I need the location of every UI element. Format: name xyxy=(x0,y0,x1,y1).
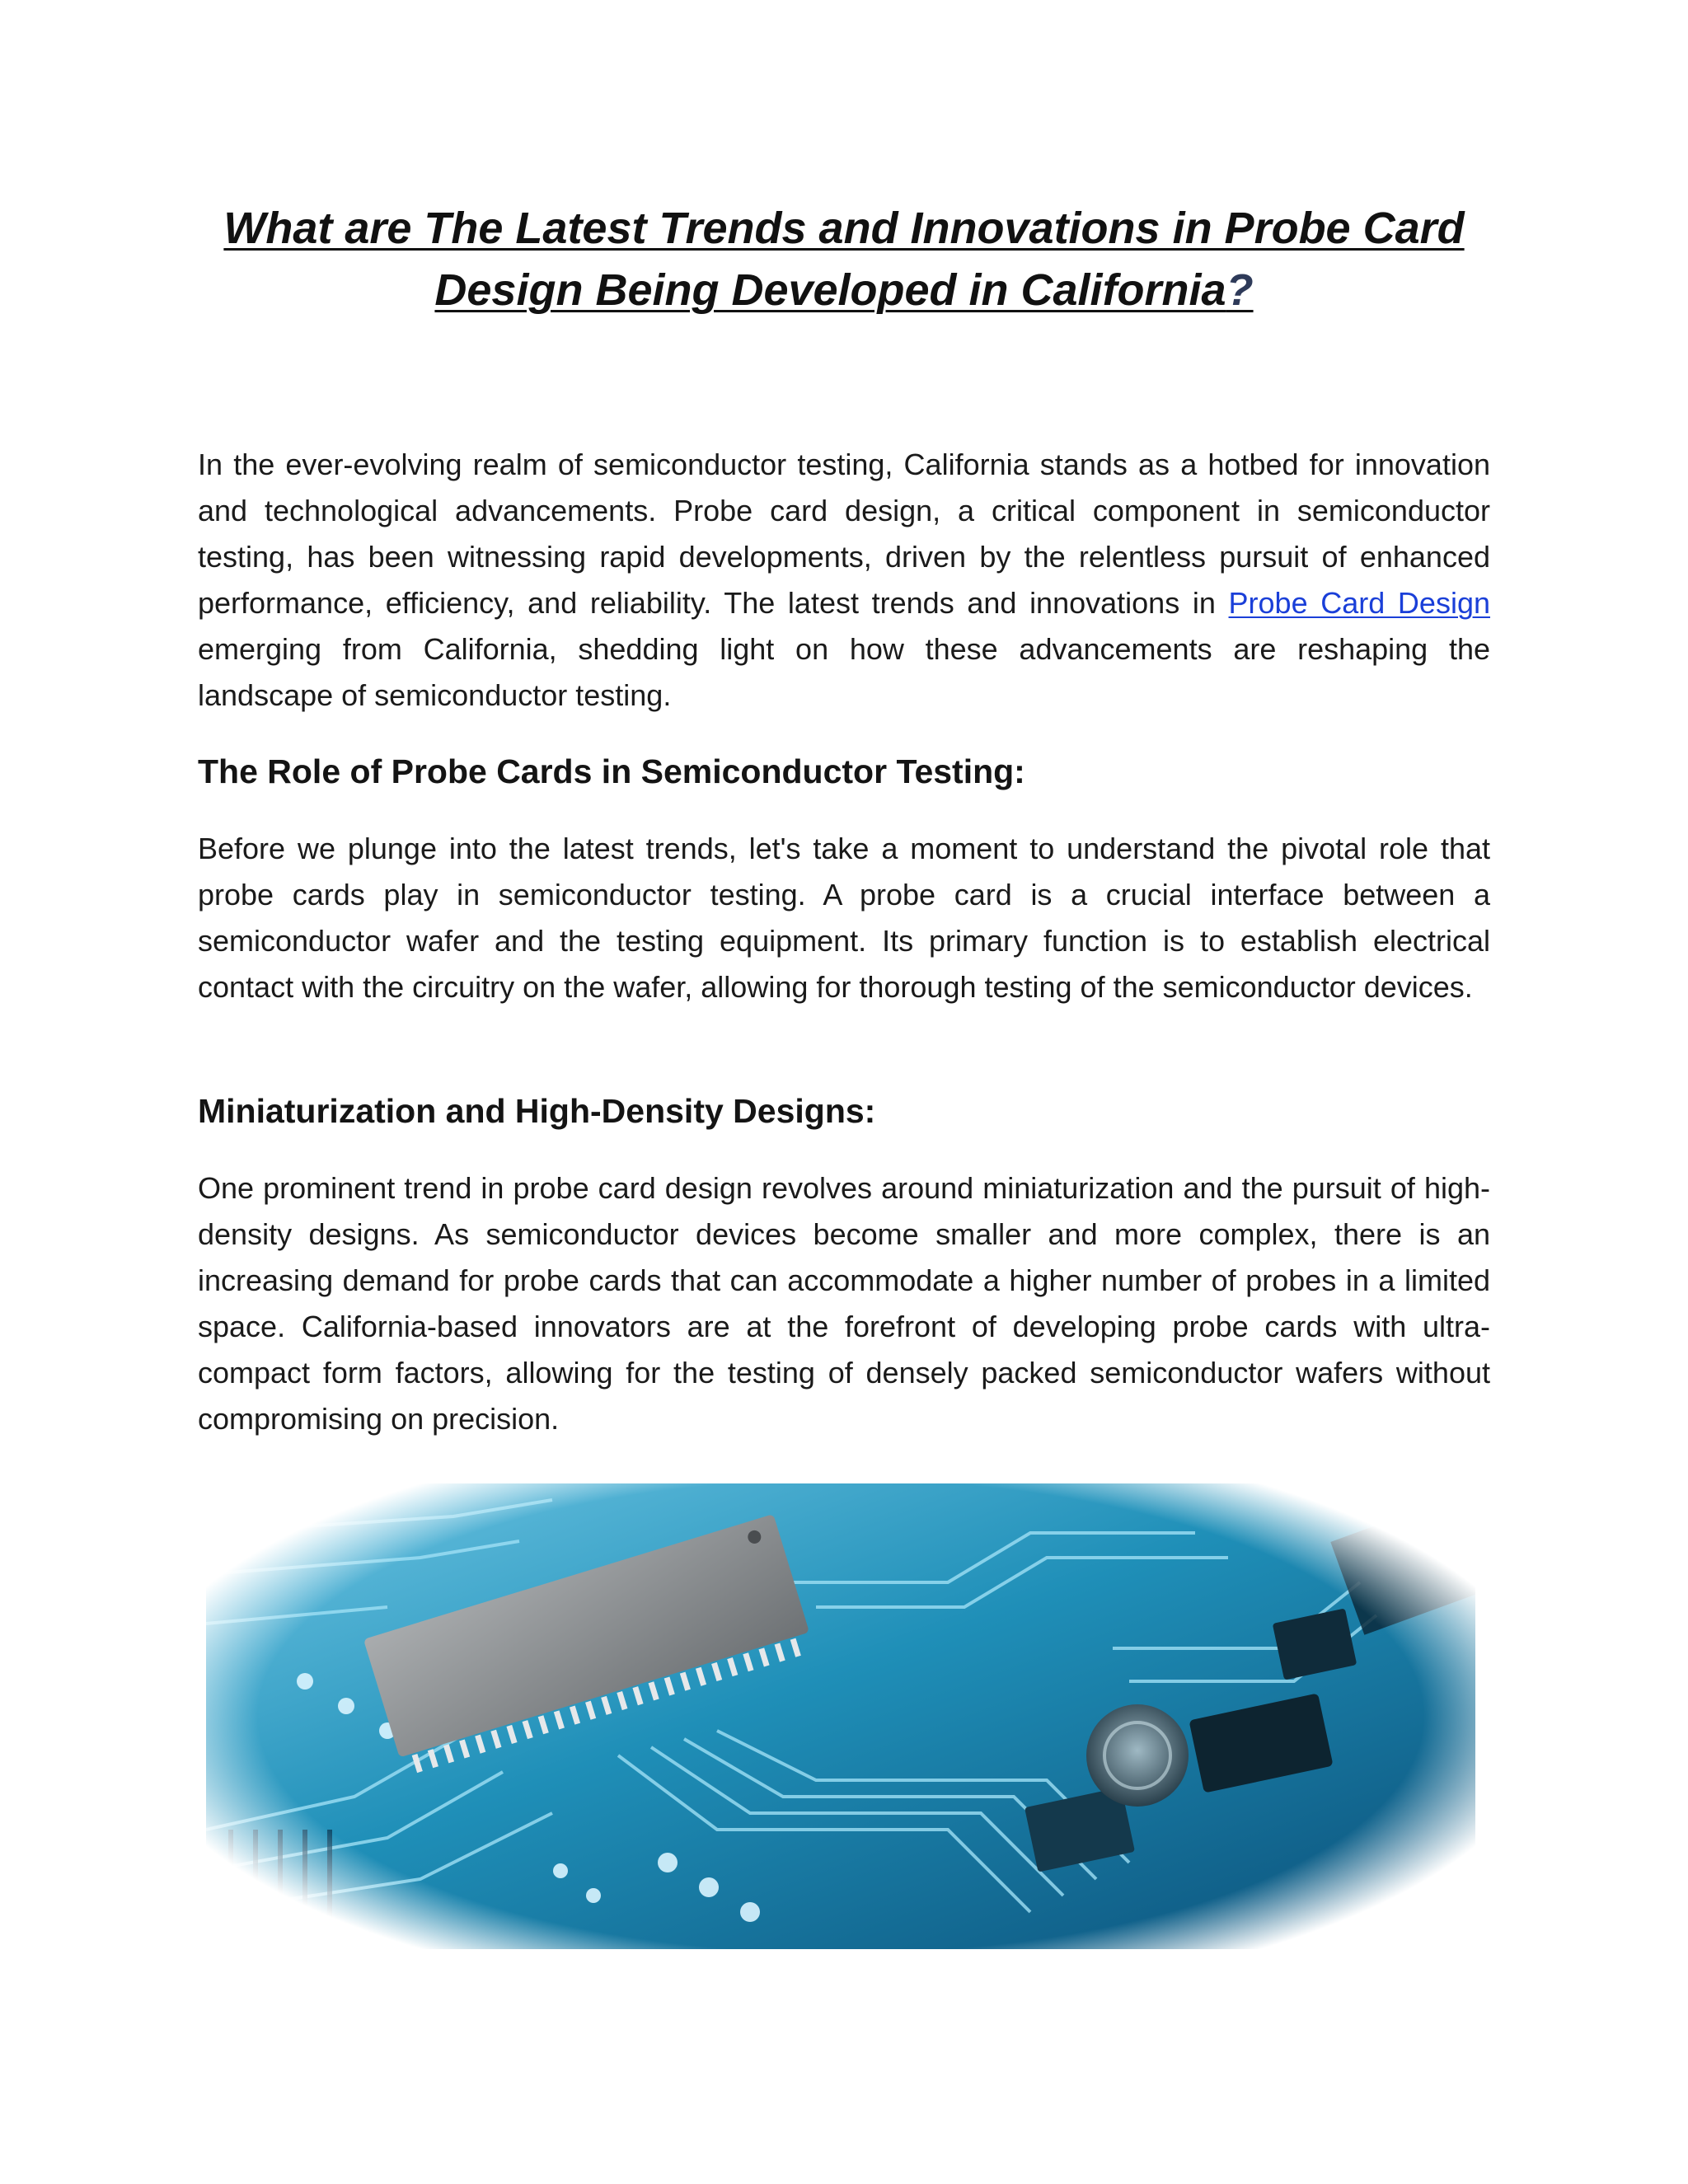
probe-card-design-link[interactable]: Probe Card Design xyxy=(1228,586,1490,620)
section-body-role-of-probe-cards: Before we plunge into the latest trends, let's take a moment to understand the pivotal role that probe cards play in semiconductor testing. A probe card is a crucial interface between a semiconductor wafer and the testing equipment. Its primary function is to establish electrical contact with the circuitry on the wafer, allowing for thorough testing of the semiconductor devices. xyxy=(198,832,1490,1004)
intro-text-after-link: emerging from California, shedding light on how these advancements are reshaping the landscape of semiconductor testing. xyxy=(198,632,1490,712)
page-title xyxy=(198,198,1490,321)
intro-text-before-link: In the ever-evolving realm of semiconductor testing, California stands as a hotbed for innovation and technological advancements. Probe card design, a critical component in semiconductor testing, has been witnessing rapid developments, driven by the relentless pursuit of enhanced performance, efficiency, and reliability. The latest trends and innovations in xyxy=(198,448,1490,620)
section-heading-miniaturization: Miniaturization and High-Density Designs: xyxy=(198,1092,876,1130)
section-heading-role-of-probe-cards: The Role of Probe Cards in Semiconductor Testing: xyxy=(198,752,1025,790)
circuit-board-image xyxy=(206,1483,1475,1949)
section-body-miniaturization: One prominent trend in probe card design revolves around miniaturization and the pursuit of high-density designs. As semiconductor devices become smaller and more complex, there is an increasing demand for probe cards that can accommodate a higher number of probes in a limited space. California-based innovators are at the forefront of developing probe cards with ultra-compact form factors, allowing for the testing of densely packed semiconductor wafers without compromising on precision. xyxy=(198,1171,1490,1436)
page-title-question-mark: ? xyxy=(1226,265,1254,315)
page-title-text: What are The Latest Trends and Innovations in Probe Card Design Being Developed in California xyxy=(223,204,1465,315)
intro-paragraph xyxy=(198,442,1490,719)
